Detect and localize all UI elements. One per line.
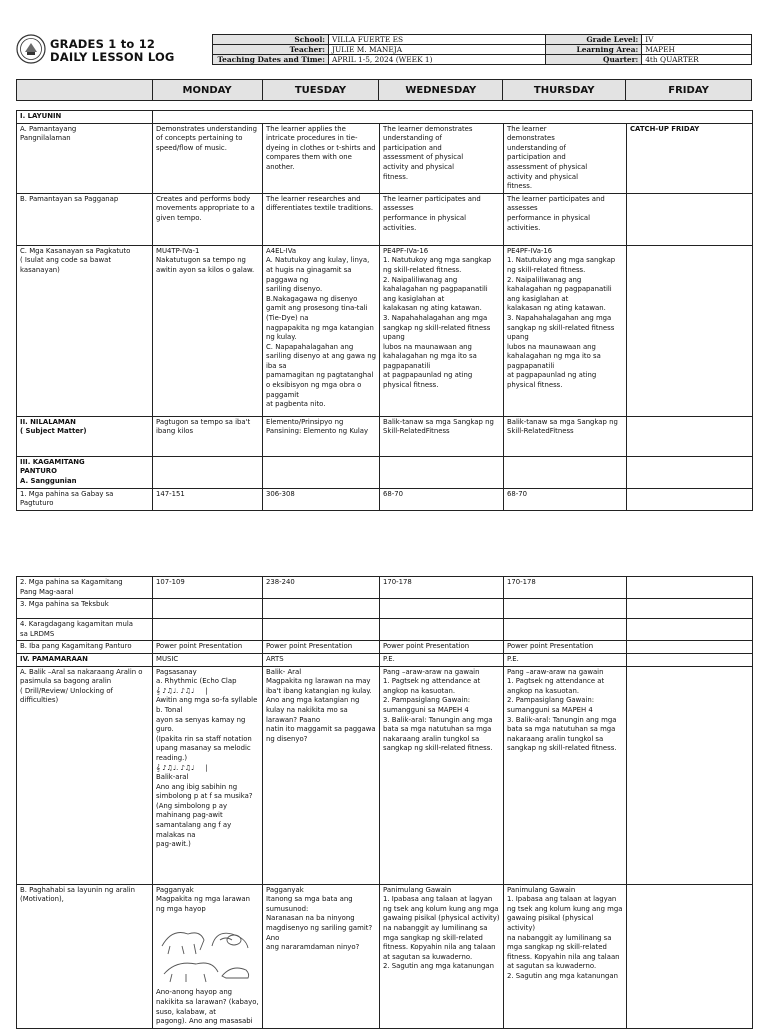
area-label: Learning Area: bbox=[546, 45, 642, 55]
table-cell bbox=[627, 641, 753, 654]
layunin-heading-blank bbox=[153, 111, 753, 124]
table-cell bbox=[627, 488, 753, 510]
table-cell: Elemento/Prinsipyo ng Pansining: Elemento ng Kulay bbox=[263, 416, 380, 456]
school-value: VILLA FUERTE ES bbox=[328, 35, 545, 45]
grade-value: IV bbox=[642, 35, 752, 45]
row-label: 3. Mga pahina sa Teksbuk bbox=[17, 599, 153, 619]
tonal-text: Awitin ang mga so-fa syllable b. Tonal ayon sa senyas kamay ng guro. (Ipakita rin sa staff notation upang masanay sa melodic reading.) bbox=[156, 696, 258, 762]
subject-music: MUSIC bbox=[153, 653, 263, 666]
row-label: A. Balik –Aral sa nakaraang Aralin o pasimula sa bagong aralin ( Drill/Review/ Unlocking of difficulties) bbox=[17, 666, 153, 884]
row-label: B. Iba pang Kagamitang Panturo bbox=[17, 641, 153, 654]
table-cell bbox=[504, 619, 627, 641]
table-cell: Pagtugon sa tempo sa iba't ibang kilos bbox=[153, 416, 263, 456]
table-row bbox=[17, 123, 753, 193]
day-monday: MONDAY bbox=[152, 80, 262, 101]
table-cell: 147-151 bbox=[153, 488, 263, 510]
balik-aral-row bbox=[17, 666, 753, 884]
day-header-row bbox=[16, 79, 752, 101]
table-cell: Panimulang Gawain 1. Ipabasa ang talaan at lagyan ng tsek ang kolum kung ang mga gawaing pisikal (physical activity) na nabanggit ay lumilinang sa mga sangkap ng skill-related fitness. Kopyahin nila ang talaan at sagutan sa kuwaderno. 2. Sagutin ang mga katanungan bbox=[504, 884, 627, 1028]
nilalaman-row bbox=[17, 416, 753, 456]
row-label: B. Paghahabi sa layunin ng aralin (Motivation), bbox=[17, 884, 153, 1028]
table-cell bbox=[627, 619, 753, 641]
row-label: 1. Mga pahina sa Gabay sa Pagtuturo bbox=[17, 488, 153, 510]
dates-value: APRIL 1-5, 2024 (WEEK 1) bbox=[328, 55, 545, 65]
table-cell: Panimulang Gawain 1. Ipabasa ang talaan at lagyan ng tsek ang kolum kung ang mga gawaing pisikal (physical activity) na nabanggit ay lumilinang sa mga sangkap ng skill-related fitness. Kopyahin nila ang talaan at sagutan sa kuwaderno. 2. Sagutin ang mga katanungan bbox=[380, 884, 504, 1028]
table-cell: The learner demonstrates understanding of participation and assessment of physical activity and physical fitness. bbox=[380, 123, 504, 193]
table-row bbox=[17, 577, 753, 599]
table-row bbox=[17, 488, 753, 510]
row-label: B. Pamantayan sa Pagganap bbox=[17, 193, 153, 245]
table-row bbox=[17, 641, 753, 654]
table-cell: Power point Presentation bbox=[263, 641, 380, 654]
table-cell bbox=[153, 884, 263, 1028]
deped-seal-icon bbox=[16, 34, 46, 64]
table-cell: The learner demonstrates understanding of participation and assessment of physical activity and physical fitness. bbox=[504, 123, 627, 193]
table-cell: The learner participates and assesses performance in physical activities. bbox=[380, 193, 504, 245]
table-cell: The learner applies the intricate procedures in tie-dyeing in clothes or t-shirts and compares them with one another. bbox=[263, 123, 380, 193]
table-cell: A4EL-IVa A. Natutukoy ang kulay, linya, at hugis na ginagamit sa paggawa ng sariling disenyo. B.Nakagagawa ng disenyo gamit ang prosesong tina-tali (Tie-Dye) na nagpapakita ng mga katangian ng kulay. C. Napapahalagahan ang sariling disenyo at ang gawa ng iba sa pamamagitan ng pagtatanghal o eksibisyon ng mga obra o paggamit at pagbenta nito. bbox=[263, 245, 380, 416]
table-cell: Demonstrates understanding of concepts pertaining to speed/flow of music. bbox=[153, 123, 263, 193]
table-cell: The learner researches and differentiates textile traditions. bbox=[263, 193, 380, 245]
table-row bbox=[17, 245, 753, 416]
day-thursday: THURSDAY bbox=[503, 80, 626, 101]
teacher-label: Teacher: bbox=[213, 45, 329, 55]
rhythm-notation: 𝄞 ♪♫♩. ♪♫♩ | bbox=[156, 686, 208, 695]
table-cell bbox=[380, 619, 504, 641]
table-cell bbox=[627, 456, 753, 488]
table-cell: Pagganyak Itanong sa mga bata ang sumusunod: Naranasan na ba ninyong magdisenyo ng sariling gamit? Ano ang nararamdaman ninyo? bbox=[263, 884, 380, 1028]
nilalaman-label: II. NILALAMAN ( Subject Matter) bbox=[17, 416, 153, 456]
table-cell bbox=[153, 666, 263, 884]
table-cell: Creates and performs body movements appropriate to a given tempo. bbox=[153, 193, 263, 245]
layunin-heading-row bbox=[17, 111, 753, 124]
table-cell: The learner participates and assesses performance in physical activities. bbox=[504, 193, 627, 245]
table-cell: 306-308 bbox=[263, 488, 380, 510]
table-cell: Balik- Aral Magpakita ng larawan na may iba't ibang katangian ng kulay. Ano ang mga katangian ng kulay na nakikita mo sa larawan? Paano natin ito maggamit sa paggawa ng disenyo? bbox=[263, 666, 380, 884]
table-cell: 238-240 bbox=[263, 577, 380, 599]
table-cell bbox=[627, 193, 753, 245]
subject-pe: P.E. bbox=[380, 653, 504, 666]
table-cell bbox=[627, 653, 753, 666]
area-value: MAPEH bbox=[642, 45, 752, 55]
table-cell bbox=[627, 599, 753, 619]
day-wednesday: WEDNESDAY bbox=[379, 80, 503, 101]
table-row bbox=[17, 619, 753, 641]
motivation-question: Ano-anong hayop ang nakikita sa larawan? (kabayo, suso, kalabaw, at pagong). Ano ang masasabi bbox=[156, 988, 259, 1026]
catch-up-friday: CATCH-UP FRIDAY bbox=[627, 123, 753, 193]
table-cell bbox=[627, 884, 753, 1028]
table-cell: 170-178 bbox=[380, 577, 504, 599]
table-cell bbox=[263, 456, 380, 488]
table-cell bbox=[153, 619, 263, 641]
quarter-label: Quarter: bbox=[546, 55, 642, 65]
table-cell bbox=[263, 619, 380, 641]
table-cell: Balik-tanaw sa mga Sangkap ng Skill-RelatedFitness bbox=[504, 416, 627, 456]
table-row bbox=[17, 193, 753, 245]
table-cell bbox=[627, 416, 753, 456]
table-cell: 170-178 bbox=[504, 577, 627, 599]
row-label: 2. Mga pahina sa Kagamitang Pang Mag-aaral bbox=[17, 577, 153, 599]
table-cell: MU4TP-IVa-1 Nakatutugon sa tempo ng awitin ayon sa kilos o galaw. bbox=[153, 245, 263, 416]
meta-table bbox=[212, 34, 752, 65]
table-cell: Pang –araw-araw na gawain 1. Pagtsek ng attendance at angkop na kasuotan. 2. Pampasiglang Gawain: sumangguni sa MAPEH 4 3. Balik-aral: Tanungin ang mga bata sa mga natutuhan sa mga nakaraang aralin tungkol sa sangkap ng skill-related fitness. bbox=[504, 666, 627, 884]
table-cell: Power point Presentation bbox=[380, 641, 504, 654]
table-row bbox=[17, 599, 753, 619]
table-cell bbox=[263, 599, 380, 619]
table-cell: 68-70 bbox=[504, 488, 627, 510]
day-header-blank bbox=[17, 80, 153, 101]
dates-label: Teaching Dates and Time: bbox=[213, 55, 329, 65]
table-cell bbox=[153, 599, 263, 619]
table-cell: PE4PF-IVa-16 1. Natutukoy ang mga sangkap ng skill-related fitness. 2. Naipaliliwanag ang kahalagahan ng pagpapanatili ang kasiglahan at kalakasan ng ating katawan. 3. Napahahalagahan ang mga sangkap ng skill-related fitness upang lubos na maunawaan ang kahalagahan ng mga ito sa pagpapanatili at pagpapaunlad ng ating physical fitness. bbox=[380, 245, 504, 416]
motivation-text: Pagganyak Magpakita ng mga larawan ng mga hayop bbox=[156, 885, 251, 913]
kagamitan-heading: III. KAGAMITANG PANTURO A. Sanggunian bbox=[17, 456, 153, 488]
table-cell bbox=[380, 456, 504, 488]
brand-title bbox=[50, 38, 175, 64]
review-text: Balik-aral Ano ang ibig sabihin ng simbolong p at f sa musika? (Ang simbolong p ay mahinang pag-awit samantalang ang f ay malakas na pag-awit.) bbox=[156, 773, 253, 849]
teacher-value: JULIE M. MANEJA bbox=[328, 45, 545, 55]
layunin-heading: I. LAYUNIN bbox=[17, 111, 153, 124]
table-cell bbox=[504, 456, 627, 488]
table-cell bbox=[504, 599, 627, 619]
rhythm-notation: 𝄞 ♪♫♩. ♪♫♩ | bbox=[156, 763, 208, 772]
day-tuesday: TUESDAY bbox=[262, 80, 379, 101]
table-cell: 68-70 bbox=[380, 488, 504, 510]
table-cell bbox=[153, 456, 263, 488]
drill-text: Pagsasanay a. Rhythmic (Echo Clap bbox=[156, 667, 237, 686]
kagamitan-heading-row bbox=[17, 456, 753, 488]
table-cell: Power point Presentation bbox=[153, 641, 263, 654]
table-cell: Balik-tanaw sa mga Sangkap ng Skill-RelatedFitness bbox=[380, 416, 504, 456]
lesson-grid-page2 bbox=[16, 576, 753, 1029]
animal-pictures-image bbox=[156, 916, 256, 986]
lesson-grid-page1 bbox=[16, 110, 753, 511]
paghahabi-row bbox=[17, 884, 753, 1028]
brand-line1: GRADES 1 to 12 bbox=[50, 37, 156, 51]
grade-label: Grade Level: bbox=[546, 35, 642, 45]
subject-arts: ARTS bbox=[263, 653, 380, 666]
table-cell: 107-109 bbox=[153, 577, 263, 599]
lesson-log-header bbox=[16, 34, 752, 66]
table-cell bbox=[380, 599, 504, 619]
pamamaraan-row bbox=[17, 653, 753, 666]
table-cell: PE4PF-IVa-16 1. Natutukoy ang mga sangkap ng skill-related fitness. 2. Naipaliliwanag ang kahalagahan ng pagpapanatili ang kasiglahan at kalakasan ng ating katawan. 3. Napahahalagahan ang mga sangkap ng skill-related fitness upang lubos na maunawaan ang kahalagahan ng mga ito sa pagpapanatili at pagpapaunlad ng ating physical fitness. bbox=[504, 245, 627, 416]
row-label: C. Mga Kasanayan sa Pagkatuto ( Isulat ang code sa bawat kasanayan) bbox=[17, 245, 153, 416]
table-cell: Power point Presentation bbox=[504, 641, 627, 654]
table-cell bbox=[627, 577, 753, 599]
brand-line2: DAILY LESSON LOG bbox=[50, 50, 175, 64]
quarter-value: 4th QUARTER bbox=[642, 55, 752, 65]
day-friday: FRIDAY bbox=[626, 80, 752, 101]
subject-pe: P.E. bbox=[504, 653, 627, 666]
table-cell: Pang –araw-araw na gawain 1. Pagtsek ng attendance at angkop na kasuotan. 2. Pampasiglang Gawain: sumangguni sa MAPEH 4 3. Balik-aral: Tanungin ang mga bata sa mga natutuhan sa mga nakaraang aralin tungkol sa sangkap ng skill-related fitness. bbox=[380, 666, 504, 884]
pamamaraan-label: IV. PAMAMARAAN bbox=[17, 653, 153, 666]
row-label: A. Pamantayang Pangnilalaman bbox=[17, 123, 153, 193]
school-label: School: bbox=[213, 35, 329, 45]
row-label: 4. Karagdagang kagamitan mula sa LRDMS bbox=[17, 619, 153, 641]
table-cell bbox=[627, 666, 753, 884]
table-cell bbox=[627, 245, 753, 416]
